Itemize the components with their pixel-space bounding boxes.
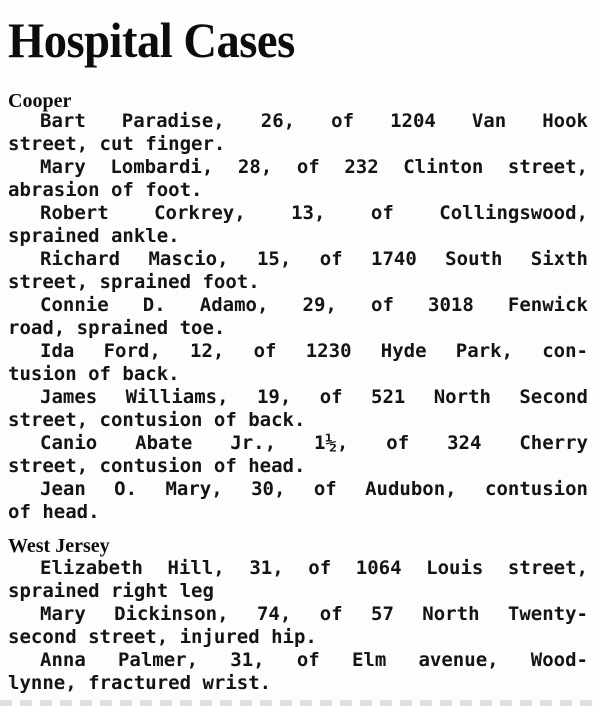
entry-line: Connie D. Adamo, 29, of 3018 Fenwick <box>40 294 588 316</box>
section-title-west-jersey: West Jersey <box>8 535 110 557</box>
entry-line: Jean O. Mary, 30, of Audubon, contusion <box>40 478 588 500</box>
entry-line: Bart Paradise, 26, of 1204 Van Hook <box>40 110 588 132</box>
headline: Hospital Cases <box>8 12 295 68</box>
entry-line: of head. <box>8 501 100 523</box>
entry-line: sprained ankle. <box>8 225 180 247</box>
section-title-cooper: Cooper <box>8 90 72 112</box>
entry-line: tusion of back. <box>8 363 180 385</box>
clipping-cut-edge <box>0 700 600 706</box>
entry-line: James Williams, 19, of 521 North Second <box>40 386 588 408</box>
entry-line: street, contusion of back. <box>8 409 306 431</box>
entry-line: street, contusion of head. <box>8 455 306 477</box>
entry-line: Ida Ford, 12, of 1230 Hyde Park, con- <box>40 340 588 362</box>
entry-line: Elizabeth Hill, 31, of 1064 Louis street, <box>40 557 588 579</box>
entry-line: Robert Corkrey, 13, of Collingswood, <box>40 202 588 224</box>
entry-line: Mary Lombardi, 28, of 232 Clinton street, <box>40 156 588 178</box>
entry-line: street, cut finger. <box>8 133 226 155</box>
entry-line: Anna Palmer, 31, of Elm avenue, Wood- <box>40 649 588 671</box>
entry-line: Canio Abate Jr., 1½, of 324 Cherry <box>40 432 588 454</box>
entry-line: lynne, fractured wrist. <box>8 672 272 694</box>
entry-line: sprained right leg <box>8 580 214 602</box>
entry-line: Richard Mascio, 15, of 1740 South Sixth <box>40 248 588 270</box>
entry-line: street, sprained foot. <box>8 271 260 293</box>
entry-line: Mary Dickinson, 74, of 57 North Twenty- <box>40 603 588 625</box>
entry-line: road, sprained toe. <box>8 317 226 339</box>
entry-line: abrasion of foot. <box>8 179 203 201</box>
entry-line: second street, injured hip. <box>8 626 317 648</box>
